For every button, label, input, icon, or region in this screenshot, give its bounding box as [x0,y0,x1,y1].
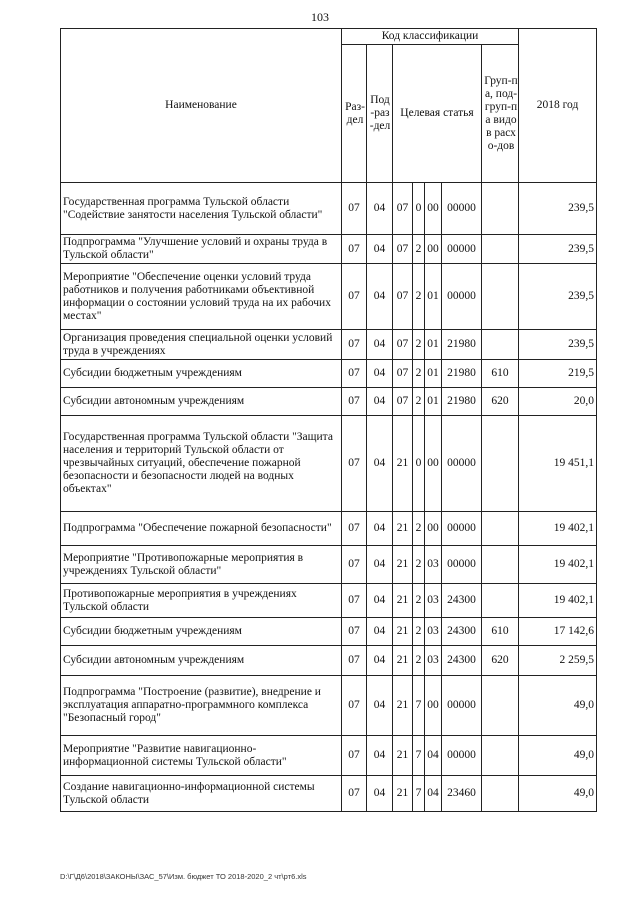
row-subsection: 04 [367,235,393,264]
budget-table [60,28,597,812]
row-name: Подпрограмма "Построение (развитие), внедрение и эксплуатация аппаратно-программного комплекса "Безопасный город" [61,676,342,736]
row-expense-type: 620 [482,388,519,416]
row-amount: 19 402,1 [519,546,597,584]
row-amount: 239,5 [519,264,597,330]
row-subsection: 04 [367,330,393,360]
row-expense-type [482,512,519,546]
row-name: Противопожарные мероприятия в учреждениях Тульской области [61,584,342,618]
row-section: 07 [342,676,367,736]
row-name: Субсидии бюджетным учреждениям [61,618,342,646]
row-target-direction: 00000 [442,736,482,776]
table-row [61,235,597,264]
row-target-subprogram: 2 [413,618,425,646]
table-row [61,416,597,512]
header-subsection: Под-раз-дел [367,45,393,183]
row-target-event: 04 [425,736,442,776]
header-target-article: Целевая статья [393,45,482,183]
row-name: Государственная программа Тульской области "Содействие занятости населения Тульской области" [61,183,342,235]
row-section: 07 [342,264,367,330]
row-target-program: 07 [393,330,413,360]
row-target-event: 03 [425,584,442,618]
row-subsection: 04 [367,416,393,512]
row-name: Мероприятие "Противопожарные мероприятия в учреждениях Тульской области" [61,546,342,584]
table-row [61,646,597,676]
row-target-direction: 00000 [442,416,482,512]
row-amount: 239,5 [519,183,597,235]
row-amount: 17 142,6 [519,618,597,646]
row-target-direction: 00000 [442,512,482,546]
row-name: Подпрограмма "Улучшение условий и охраны труда в Тульской области" [61,235,342,264]
row-target-program: 07 [393,264,413,330]
row-target-event: 00 [425,235,442,264]
table-row [61,584,597,618]
table-row [61,512,597,546]
row-section: 07 [342,584,367,618]
row-subsection: 04 [367,646,393,676]
header-section: Раз-дел [342,45,367,183]
row-target-program: 21 [393,546,413,584]
table-row [61,736,597,776]
row-target-direction: 21980 [442,360,482,388]
row-target-subprogram: 7 [413,676,425,736]
row-expense-type [482,546,519,584]
row-name: Создание навигационно-информационной системы Тульской области [61,776,342,812]
row-target-direction: 00000 [442,235,482,264]
row-subsection: 04 [367,618,393,646]
row-target-program: 21 [393,416,413,512]
row-target-subprogram: 2 [413,512,425,546]
row-section: 07 [342,183,367,235]
row-amount: 19 451,1 [519,416,597,512]
table-row [61,546,597,584]
row-section: 07 [342,618,367,646]
row-name: Мероприятие "Обеспечение оценки условий труда работников и получения работниками объективной информации о состоянии условий труда на их рабочих местах" [61,264,342,330]
row-target-subprogram: 2 [413,546,425,584]
row-target-program: 21 [393,676,413,736]
row-target-subprogram: 2 [413,330,425,360]
row-subsection: 04 [367,512,393,546]
row-amount: 19 402,1 [519,512,597,546]
header-name: Наименование [61,29,342,183]
row-target-event: 03 [425,546,442,584]
row-target-direction: 23460 [442,776,482,812]
row-name: Субсидии автономным учреждениям [61,388,342,416]
row-amount: 49,0 [519,736,597,776]
row-amount: 239,5 [519,330,597,360]
table-row [61,264,597,330]
row-target-event: 04 [425,776,442,812]
row-section: 07 [342,736,367,776]
row-target-program: 07 [393,360,413,388]
table-row [61,360,597,388]
row-expense-type: 610 [482,618,519,646]
row-target-direction: 24300 [442,646,482,676]
table-row [61,618,597,646]
row-expense-type [482,264,519,330]
table-row [61,330,597,360]
row-target-program: 21 [393,618,413,646]
row-target-direction: 24300 [442,618,482,646]
row-target-program: 07 [393,183,413,235]
row-name: Субсидии бюджетным учреждениям [61,360,342,388]
row-target-subprogram: 2 [413,584,425,618]
row-target-program: 21 [393,584,413,618]
row-expense-type [482,776,519,812]
row-target-event: 03 [425,618,442,646]
row-subsection: 04 [367,546,393,584]
row-subsection: 04 [367,676,393,736]
row-target-program: 21 [393,512,413,546]
row-target-direction: 00000 [442,183,482,235]
page-number: 103 [311,10,329,24]
row-amount: 19 402,1 [519,584,597,618]
row-expense-type [482,584,519,618]
table-body [61,183,597,812]
row-expense-type: 620 [482,646,519,676]
row-target-subprogram: 7 [413,736,425,776]
row-name: Организация проведения специальной оценки условий труда в учреждениях [61,330,342,360]
row-target-subprogram: 2 [413,235,425,264]
row-amount: 219,5 [519,360,597,388]
row-expense-type [482,183,519,235]
table-row [61,388,597,416]
row-target-event: 00 [425,416,442,512]
row-target-subprogram: 2 [413,388,425,416]
row-expense-type [482,676,519,736]
row-name: Субсидии автономным учреждениям [61,646,342,676]
row-expense-type [482,235,519,264]
row-target-direction: 00000 [442,264,482,330]
row-section: 07 [342,330,367,360]
row-target-event: 00 [425,676,442,736]
table-header [61,29,597,183]
row-target-direction: 21980 [442,388,482,416]
row-target-event: 00 [425,512,442,546]
row-target-subprogram: 7 [413,776,425,812]
row-target-subprogram: 0 [413,183,425,235]
row-subsection: 04 [367,388,393,416]
row-target-event: 00 [425,183,442,235]
row-section: 07 [342,646,367,676]
row-target-direction: 00000 [442,676,482,736]
row-subsection: 04 [367,360,393,388]
row-amount: 2 259,5 [519,646,597,676]
row-name: Подпрограмма "Обеспечение пожарной безопасности" [61,512,342,546]
row-expense-type [482,330,519,360]
row-target-event: 01 [425,330,442,360]
row-section: 07 [342,416,367,512]
row-target-direction: 21980 [442,330,482,360]
row-subsection: 04 [367,264,393,330]
row-expense-type [482,736,519,776]
row-target-subprogram: 2 [413,360,425,388]
row-target-subprogram: 0 [413,416,425,512]
row-subsection: 04 [367,584,393,618]
row-section: 07 [342,546,367,584]
footer-file-path: D:\Г\Д6\2018\ЗАКОНЫ\ЗАС_57\Изм. бюджет ТО 2018-2020_2 чт\рт6.xls [60,872,307,881]
row-section: 07 [342,776,367,812]
row-target-event: 01 [425,360,442,388]
row-target-direction: 24300 [442,584,482,618]
row-section: 07 [342,388,367,416]
row-target-event: 03 [425,646,442,676]
row-target-program: 21 [393,736,413,776]
row-section: 07 [342,512,367,546]
row-target-subprogram: 2 [413,646,425,676]
row-target-program: 21 [393,646,413,676]
row-name: Мероприятие "Развитие навигационно-информационной системы Тульской области" [61,736,342,776]
row-subsection: 04 [367,183,393,235]
row-target-program: 07 [393,235,413,264]
row-target-program: 07 [393,388,413,416]
row-name: Государственная программа Тульской области "Защита населения и территорий Тульской области от чрезвычайных ситуаций, обеспечение пожарной безопасности и безопасности людей на водных объектах" [61,416,342,512]
row-target-event: 01 [425,388,442,416]
header-expense-group: Груп-па, под-груп-па видов расхо-дов [482,45,519,183]
header-classification-code: Код классификации [342,29,519,45]
row-target-subprogram: 2 [413,264,425,330]
header-year: 2018 год [519,29,597,183]
row-subsection: 04 [367,736,393,776]
row-subsection: 04 [367,776,393,812]
row-amount: 49,0 [519,676,597,736]
row-target-program: 21 [393,776,413,812]
row-amount: 239,5 [519,235,597,264]
row-section: 07 [342,360,367,388]
row-target-event: 01 [425,264,442,330]
row-expense-type: 610 [482,360,519,388]
table-row [61,183,597,235]
row-expense-type [482,416,519,512]
table-row [61,676,597,736]
row-amount: 20,0 [519,388,597,416]
row-target-direction: 00000 [442,546,482,584]
row-section: 07 [342,235,367,264]
table-row [61,776,597,812]
row-amount: 49,0 [519,776,597,812]
